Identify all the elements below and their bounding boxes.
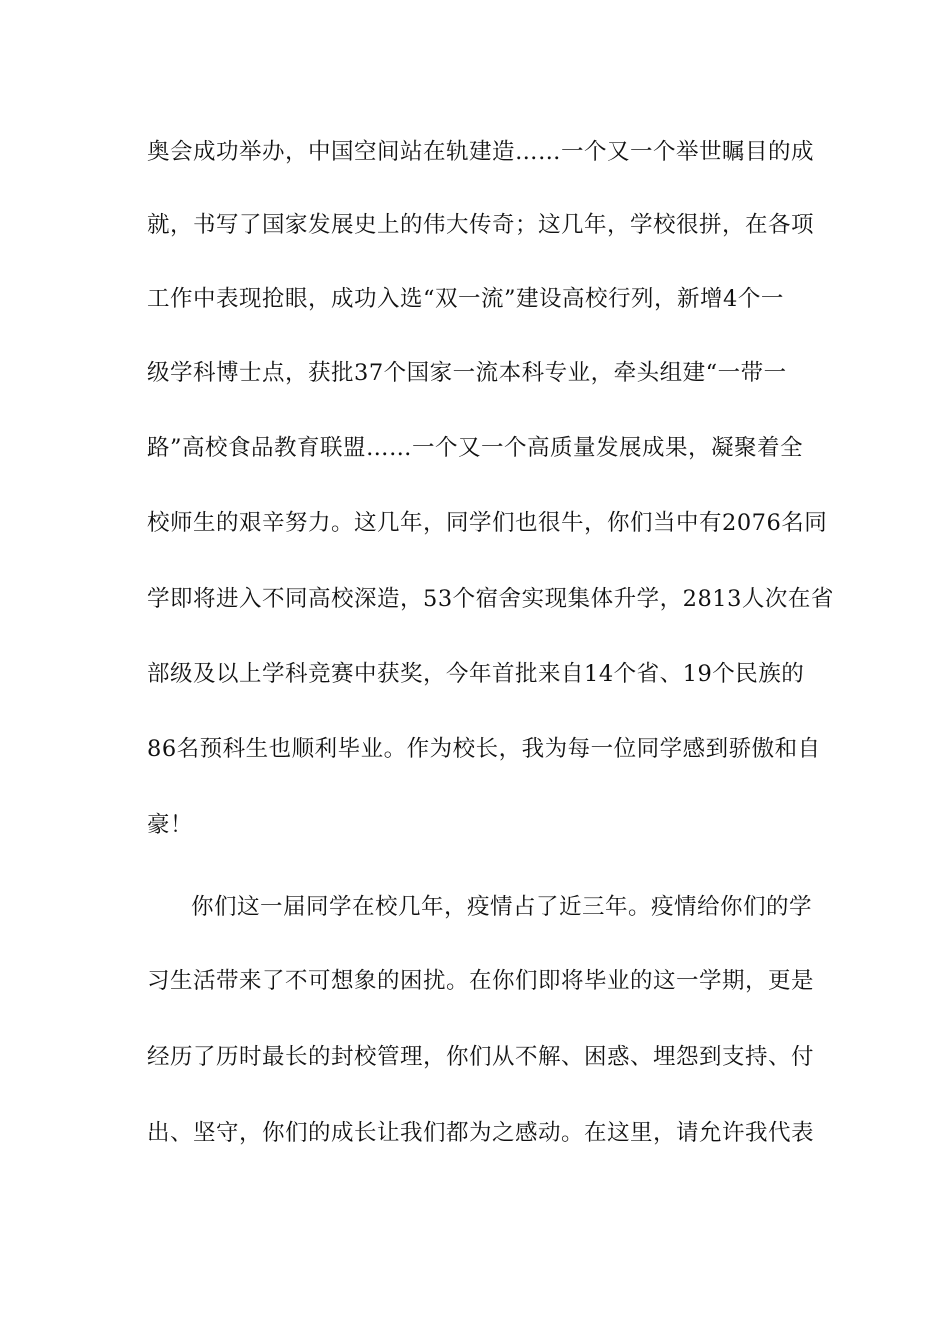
text-line: 校师生的艰辛努力。这几年，同学们也很牛，你们当中有2076名同 (147, 510, 828, 536)
text-line: 路”高校食品教育联盟……一个又一个高质量发展成果，凝聚着全 (147, 435, 804, 461)
text-line: 经历了历时最长的封校管理，你们从不解、困惑、埋怨到支持、付 (147, 1044, 815, 1070)
text-line: 豪！ (147, 812, 194, 838)
text-line: 部级及以上学科竞赛中获奖，今年首批来自14个省、19个民族的 (147, 661, 805, 687)
text-line: 出、坚守，你们的成长让我们都为之感动。在这里，请允许我代表 (147, 1120, 815, 1146)
text-line: 就，书写了国家发展史上的伟大传奇；这几年，学校很拼，在各项 (147, 212, 815, 238)
text-line: 习生活带来了不可想象的困扰。在你们即将毕业的这一学期，更是 (147, 968, 815, 994)
text-line: 级学科博士点，获批37个国家一流本科专业，牵头组建“一带一 (147, 360, 787, 386)
text-line: 学即将进入不同高校深造，53个宿舍实现集体升学，2813人次在省 (147, 586, 834, 612)
text-line: 工作中表现抢眼，成功入选“双一流”建设高校行列，新增4个一 (147, 286, 784, 312)
text-line: 奥会成功举办，中国空间站在轨建造……一个又一个举世瞩目的成 (147, 139, 815, 165)
text-line: 86名预科生也顺利毕业。作为校长，我为每一位同学感到骄傲和自 (147, 736, 821, 762)
paragraph-first-line: 你们这一届同学在校几年，疫情占了近三年。疫情给你们的学 (191, 894, 813, 920)
